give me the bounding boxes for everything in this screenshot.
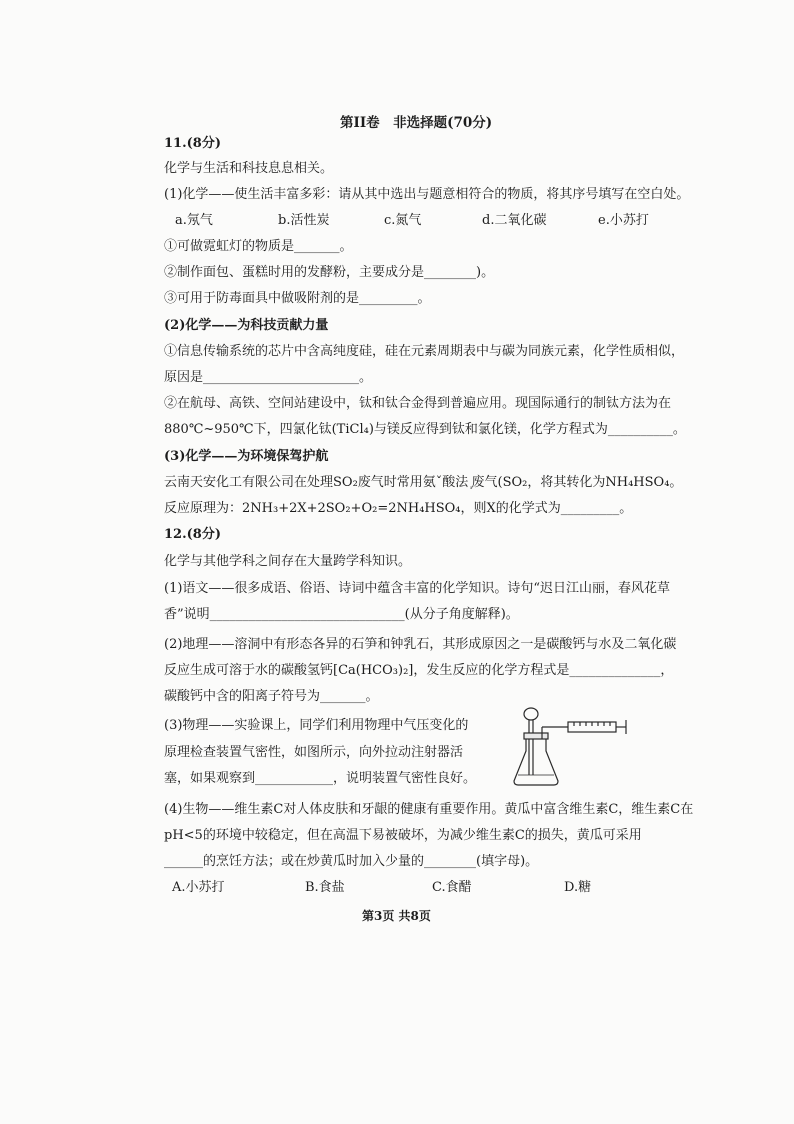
q12-intro: 化学与其他学科之间存在大量跨学科知识。 [164,554,412,569]
q12-option-a: A.小苏打 [172,880,225,895]
q12-part2-line3: 碳酸钙中含的阳离子符号为_______。 [164,689,379,704]
q11-option-d: d.二氧化碳 [482,213,547,228]
q12-part1-line1: (1)语文——很多成语、俗语、诗词中蕴含丰富的化学知识。诗句“迟日江山丽，春风花草 [164,581,671,596]
q12-part4-line3: ______的烹饪方法；或在炒黄瓜时加入少量的________(填字母)。 [164,854,539,869]
q11-option-a: a.氖气 [175,213,213,228]
q11-part2-line2: 原因是________________________。 [164,370,373,385]
q12-option-c: C.食醋 [432,880,472,895]
q11-part2-line4: 880℃~950℃下，四氯化钛(TiCl₄)与镁反应得到钛和氯化镁，化学方程式为__________。 [164,422,686,437]
q11-part2-line1: ①信息传输系统的芯片中含高纯度硅，硅在元素周期表中与碳为同族元素，化学性质相似， [164,344,685,359]
q11-part3-line1: 云南天安化工有限公司在处理SO₂废气时常用氨ˇ酸法᠎ ᷊废气(SO₂，将其转化为NH₄HSO₄。 [164,475,683,490]
q11-option-e: e.小苏打 [598,213,649,228]
q11-sub1: ①可做霓虹灯的物质是_______。 [164,239,353,254]
q12-number: 12.(8分) [164,527,221,542]
apparatus-diagram [508,705,633,790]
q12-option-d: D.糖 [564,880,592,895]
q11-part1-heading: (1)化学——使生活丰富多彩：请从其中选出与题意相符合的物质，将其序号填写在空白处。 [164,187,690,202]
page-number: 第3页 共8页 [362,909,431,923]
q11-number: 11.(8分) [164,136,221,151]
q12-part4-line2: pH<5的环境中较稳定，但在高温下易被破坏，为减少维生素C的损失，黄瓜可采用 [164,828,642,843]
q12-part2-line1: (2)地理——溶洞中有形态各异的石笋和钟乳石，其形成原因之一是碳酸钙与水及二氧化碳 [164,637,677,652]
q11-part2-heading: (2)化学——为科技贡献力量 [164,318,329,333]
q12-part3-line1: (3)物理——实验课上，同学们利用物理中气压变化的 [164,718,469,733]
section-title: 第II卷 非选择题(70分) [340,115,493,131]
q12-part2-line2: 反应生成可溶于水的碳酸氢钙[Ca(HCO₃)₂]，发生反应的化学方程式是______________， [164,663,674,678]
conical-flask [514,737,558,785]
q12-part3-line3: 塞，如果观察到____________，说明装置气密性良好。 [164,771,477,786]
funnel-bulb [524,708,538,720]
q11-option-c: c.氮气 [384,213,422,228]
q12-option-b: B.食盐 [305,880,345,895]
q12-part1-line2: 香”说明______________________________(从分子角度解释)。 [164,607,519,622]
q11-intro: 化学与生活和科技息息相关。 [164,161,334,176]
q12-part4-line1: (4)生物——维生素C对人体皮肤和牙龈的健康有重要作用。黄瓜中富含维生素C，维生素C在 [164,802,694,817]
q11-part3-heading: (3)化学——为环境保驾护航 [164,449,329,464]
q11-option-b: b.活性炭 [278,213,330,228]
q12-part3-line2: 原理检查装置气密性，如图所示，向外拉动注射器活 [164,745,464,760]
q11-sub3: ③可用于防毒面具中做吸附剂的是_________。 [164,291,431,306]
q11-sub2: ②制作面包、蛋糕时用的发酵粉，主要成分是________)。 [164,265,495,280]
q11-part3-line2: 反应原理为：2NH₃+2X+2SO₂+O₂=2NH₄HSO₄，则X的化学式为_________。 [164,501,633,516]
q11-part2-line3: ②在航母、高铁、空间站建设中，钛和钛合金得到普遍应用。现国际通行的制钛方法为在 [164,396,672,411]
